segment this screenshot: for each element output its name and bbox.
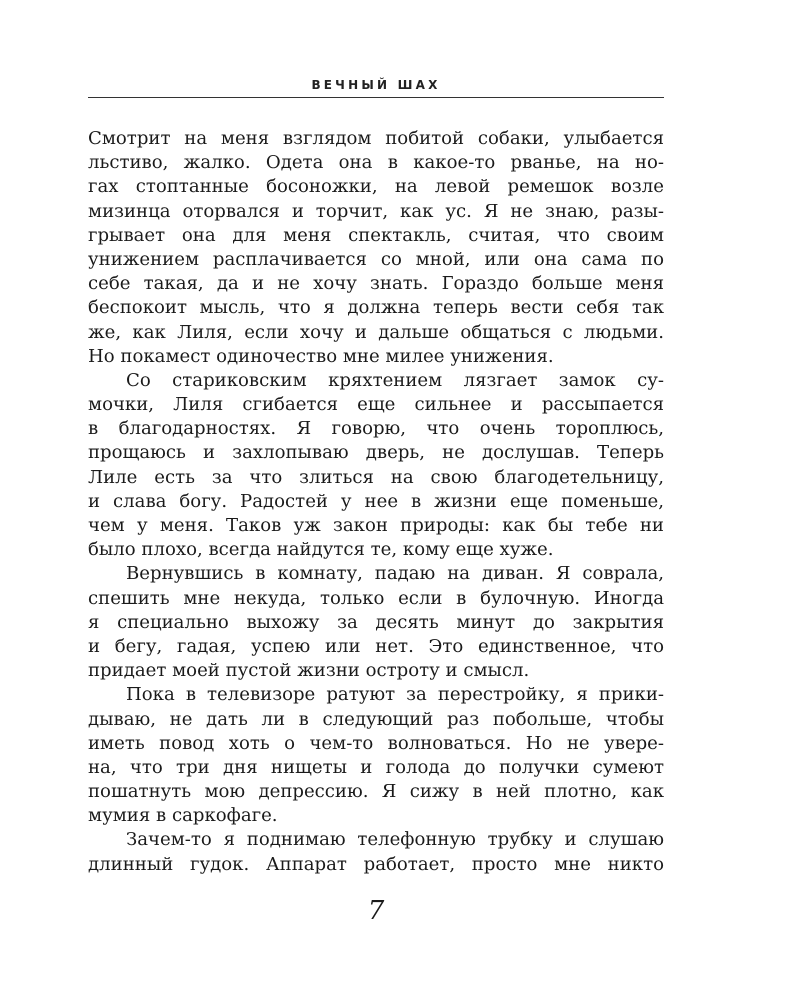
text-line: себе такая, да и не хочу знать. Гораздо больше меня bbox=[88, 273, 664, 295]
text-line: беспокоит мысль, что я должна теперь вести себя так bbox=[88, 297, 664, 319]
header-rule bbox=[88, 97, 664, 98]
text-line: дываю, не дать ли в следующий раз побольше, чтобы bbox=[88, 708, 664, 730]
page-number: 7 bbox=[367, 896, 385, 926]
running-head: ВЕЧНЫЙ ШАХ bbox=[311, 78, 441, 92]
text-line: и слава богу. Радостей у нее в жизни еще поменьше, bbox=[88, 490, 664, 512]
text-line: мумия в саркофаге. bbox=[88, 805, 278, 827]
text-line: прощаюсь и захлопываю дверь, не дослушав. Теперь bbox=[88, 442, 664, 464]
text-line: льстиво, жалко. Одета она в какое-то рванье, на но- bbox=[88, 152, 664, 174]
text-line: мизинца оторвался и торчит, как ус. Я не знаю, разы- bbox=[88, 200, 664, 222]
text-line: Зачем-то я поднимаю телефонную трубку и слушаю bbox=[126, 829, 664, 851]
text-line: унижением расплачивается со мной, или она сама по bbox=[88, 248, 664, 270]
text-line: Но покамест одиночество мне милее унижения. bbox=[88, 345, 554, 367]
text-line: я специально выхожу за десять минут до закрытия bbox=[88, 611, 664, 633]
text-line: чем у меня. Таков уж закон природы: как бы тебе ни bbox=[88, 515, 664, 536]
text-line: длинный гудок. Аппарат работает, просто мне никто bbox=[88, 853, 664, 875]
text-line: же, как Лиля, если хочу и дальше общаться с людьми. bbox=[88, 321, 664, 343]
text-line: иметь повод хоть о чем-то волноваться. Но не увере- bbox=[88, 732, 664, 754]
text-line: было плохо, всегда найдутся те, кому еще хуже. bbox=[88, 539, 554, 561]
text-line: в благодарностях. Я говорю, что очень тороплюсь, bbox=[88, 418, 664, 440]
body-text bbox=[88, 127, 664, 877]
text-line: Со стариковским кряхтением лязгает замок су- bbox=[126, 369, 664, 391]
text-line: Вернувшись в комнату, падаю на диван. Я соврала, bbox=[126, 563, 664, 585]
text-line: гах стоптанные босоножки, на левой ремешок возле bbox=[88, 176, 664, 198]
text-line: придает моей пустой жизни остроту и смысл. bbox=[88, 660, 530, 682]
text-line: Пока в телевизоре ратуют за перестройку, я прики- bbox=[126, 684, 664, 706]
text-line: спешить мне некуда, только если в булочную. Иногда bbox=[88, 587, 664, 609]
text-line: Лиле есть за что злиться на свою благодетельницу, bbox=[88, 466, 664, 488]
text-line: и бегу, гадая, успею или нет. Это единственное, что bbox=[88, 635, 664, 657]
text-line: на, что три дня нищеты и голода до получки сумеют bbox=[88, 756, 664, 778]
text-line: грывает она для меня спектакль, считая, что своим bbox=[88, 224, 664, 246]
text-line: Смотрит на меня взглядом побитой собаки, улыбается bbox=[88, 128, 664, 149]
text-line: мочки, Лиля сгибается еще сильнее и рассыпается bbox=[88, 394, 664, 416]
text-line: пошатнуть мою депрессию. Я сижу в ней плотно, как bbox=[88, 781, 664, 803]
